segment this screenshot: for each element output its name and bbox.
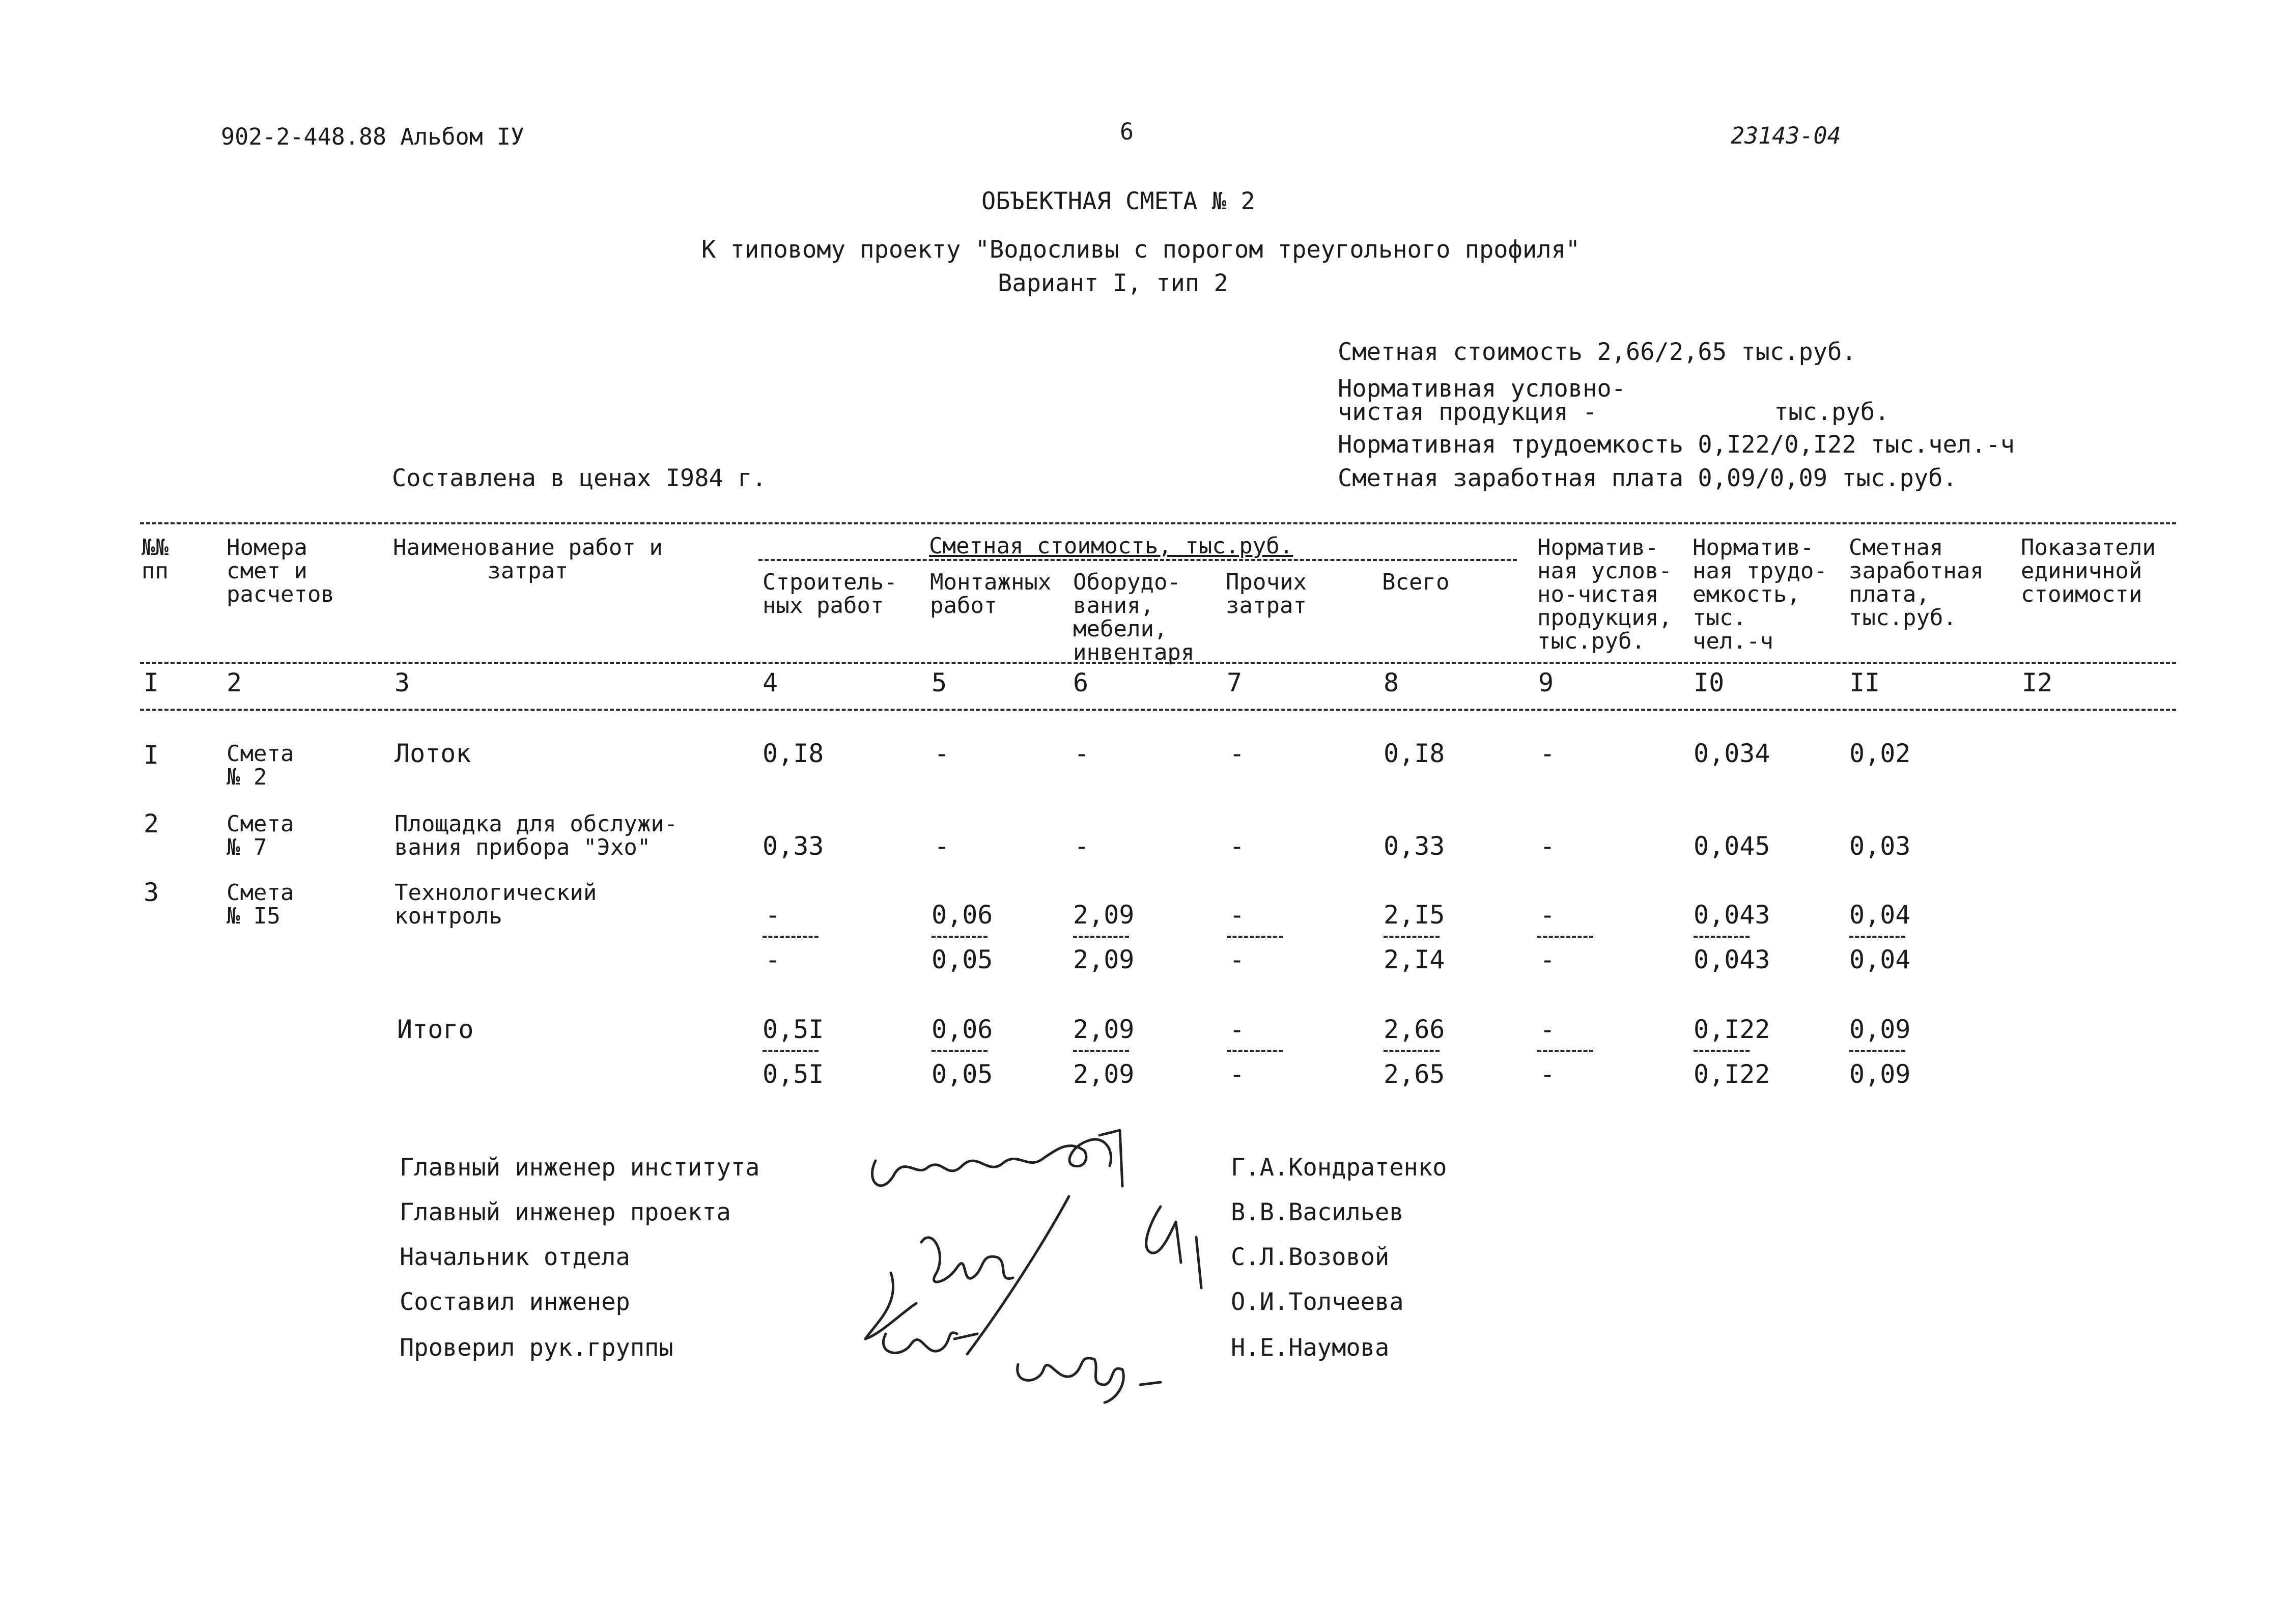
document-code: 902-2-448.88 Альбом IУ — [221, 123, 525, 150]
header-bottom-rule — [140, 662, 2176, 664]
col-header-3: Наименование работ и затрат — [393, 535, 663, 584]
row3-net-output-bottom: - — [1540, 945, 1556, 974]
col-number-3: 3 — [394, 668, 410, 697]
col-header-11: Сметная заработная плата, тыс.руб. — [1849, 535, 1984, 631]
total-fraction-line — [1384, 1050, 1440, 1052]
name-kondratenko: Г.А.Кондратенко — [1231, 1154, 1447, 1182]
net-output-label-1: Нормативная условно- — [1338, 375, 1626, 403]
col-number-1: I — [144, 668, 159, 697]
net-output-label-2: чистая продукция - — [1338, 398, 1597, 426]
col-header-9: Норматив- ная услов- но-чистая продукция, тыс.руб. — [1537, 535, 1672, 654]
row1-net-output: - — [1540, 739, 1556, 768]
page-title: ОБЪЕКТНАЯ СМЕТА № 2 — [981, 187, 1255, 215]
cost-group-header: Сметная стоимость, тыс.руб. — [929, 533, 1293, 559]
col-number-11: II — [1849, 668, 1880, 697]
row3-equipment-bottom: 2,09 — [1073, 945, 1135, 974]
total-installation-bottom: 0,05 — [932, 1059, 993, 1089]
row1-num: I — [144, 740, 159, 770]
col-number-6: 6 — [1073, 668, 1089, 697]
row2-name: Площадка для обслужи- вания прибора "Эхо" — [394, 811, 678, 860]
row3-equipment-top: 2,09 — [1073, 900, 1135, 930]
col-header-10: Норматив- ная трудо- емкость, тыс. чел.-ч — [1693, 535, 1827, 654]
row2-labor: 0,045 — [1694, 831, 1770, 861]
total-installation-top: 0,06 — [932, 1015, 993, 1044]
row3-fraction-line — [763, 936, 819, 938]
row3-fraction-line — [1227, 936, 1283, 938]
inventory-number: 23143-04 — [1731, 122, 1841, 149]
row3-other-bottom: - — [1229, 945, 1245, 974]
col-number-10: I0 — [1694, 668, 1725, 697]
net-output-unit: тыс.руб. — [1774, 398, 1890, 426]
total-construction-top: 0,5I — [763, 1015, 824, 1044]
name-naumova: Н.Е.Наумова — [1231, 1334, 1390, 1362]
col-number-5: 5 — [932, 668, 947, 697]
row3-fraction-line — [1694, 936, 1750, 938]
row3-fraction-line — [932, 936, 988, 938]
variant-label: Вариант I, тип 2 — [998, 269, 1228, 297]
total-fraction-line — [932, 1050, 988, 1052]
col-number-12: I2 — [2022, 668, 2053, 697]
numbers-bottom-rule — [140, 709, 2176, 711]
row2-net-output: - — [1540, 831, 1556, 861]
col-number-8: 8 — [1384, 668, 1399, 697]
col-header-8: Всего — [1382, 569, 1450, 595]
row2-other: - — [1229, 831, 1245, 861]
col-number-7: 7 — [1227, 668, 1243, 697]
row3-fraction-line — [1849, 936, 1905, 938]
row2-construction: 0,33 — [763, 831, 824, 861]
total-fraction-line — [1849, 1050, 1905, 1052]
labor-intensity: Нормативная трудоемкость 0,I22/0,I22 тыс.чел.-ч — [1338, 431, 2015, 459]
estimated-cost: Сметная стоимость 2,66/2,65 тыс.руб. — [1338, 338, 1856, 366]
row3-labor-bottom: 0,043 — [1694, 945, 1770, 974]
total-fraction-line — [1227, 1050, 1283, 1052]
name-vozovoi: С.Л.Возовой — [1231, 1243, 1390, 1271]
total-labor-top: 0,I22 — [1694, 1015, 1770, 1044]
col-number-9: 9 — [1538, 668, 1554, 697]
row2-equipment: - — [1074, 831, 1090, 861]
col-header-5: Монтажных работ — [930, 569, 1052, 619]
col-header-7: Прочих затрат — [1226, 569, 1307, 619]
row1-wages: 0,02 — [1849, 739, 1911, 768]
total-equipment-top: 2,09 — [1073, 1015, 1135, 1044]
row3-name: Технологический контроль — [394, 880, 597, 929]
total-sum-top: 2,66 — [1384, 1015, 1445, 1044]
row1-total: 0,I8 — [1384, 739, 1445, 768]
col-number-4: 4 — [763, 668, 778, 697]
prices-year: Составлена в ценах I984 г. — [392, 464, 767, 492]
total-label: Итого — [397, 1015, 474, 1044]
project-subtitle: К типовому проекту "Водосливы с порогом треугольного профиля" — [701, 236, 1581, 264]
col-header-1: №№ пп — [142, 535, 168, 584]
page-number: 6 — [1120, 118, 1134, 145]
row3-wages-bottom: 0,04 — [1849, 945, 1911, 974]
total-wages-bottom: 0,09 — [1849, 1059, 1911, 1089]
row3-net-output-top: - — [1540, 900, 1556, 930]
row3-installation-top: 0,06 — [932, 900, 993, 930]
row2-wages: 0,03 — [1849, 831, 1911, 861]
role-department-head: Начальник отдела — [400, 1243, 630, 1271]
total-fraction-line — [1537, 1050, 1593, 1052]
row1-installation: - — [934, 739, 950, 768]
row2-total: 0,33 — [1384, 831, 1445, 861]
total-wages-top: 0,09 — [1849, 1015, 1911, 1044]
row3-wages-top: 0,04 — [1849, 900, 1911, 930]
row3-labor-top: 0,043 — [1694, 900, 1770, 930]
row3-other-top: - — [1229, 900, 1245, 930]
row3-num: 3 — [144, 878, 159, 907]
total-net-output-bottom: - — [1540, 1059, 1556, 1089]
row3-fraction-line — [1384, 936, 1440, 938]
row1-labor: 0,034 — [1694, 739, 1770, 768]
handwritten-signatures — [845, 1120, 1232, 1405]
row3-total-top: 2,I5 — [1384, 900, 1445, 930]
role-compiled-by: Составил инженер — [400, 1288, 630, 1316]
row3-construction-top: - — [765, 900, 781, 930]
row2-num: 2 — [144, 809, 159, 838]
row3-fraction-line — [1537, 936, 1593, 938]
col-header-6: Оборудо- вания, мебели, инвентаря — [1073, 569, 1195, 665]
row3-total-bottom: 2,I4 — [1384, 945, 1445, 974]
row2-installation: - — [934, 831, 950, 861]
total-other-bottom: - — [1229, 1059, 1245, 1089]
row1-equipment: - — [1074, 739, 1090, 768]
total-net-output-top: - — [1540, 1015, 1556, 1044]
cost-group-rule — [758, 559, 1517, 561]
col-header-12: Показатели единичной стоимости — [2021, 535, 2156, 607]
role-chief-engineer-project: Главный инженер проекта — [400, 1198, 731, 1226]
name-tolcheeva: О.И.Толчеева — [1231, 1288, 1404, 1316]
row3-estimate: Смета № I5 — [227, 880, 294, 929]
row1-other: - — [1229, 739, 1245, 768]
row1-estimate: Смета № 2 — [227, 741, 294, 790]
name-vasiliev: В.В.Васильев — [1231, 1198, 1404, 1226]
total-sum-bottom: 2,65 — [1384, 1059, 1445, 1089]
total-other-top: - — [1229, 1015, 1245, 1044]
row2-estimate: Смета № 7 — [227, 811, 294, 860]
row3-construction-bottom: - — [765, 945, 781, 974]
row3-fraction-line — [1073, 936, 1129, 938]
total-fraction-line — [763, 1050, 819, 1052]
row1-name: Лоток — [394, 739, 471, 768]
col-header-4: Строитель- ных работ — [763, 569, 897, 619]
estimated-wages: Сметная заработная плата 0,09/0,09 тыс.руб. — [1338, 464, 1957, 492]
total-equipment-bottom: 2,09 — [1073, 1059, 1135, 1089]
role-chief-engineer-institute: Главный инженер института — [400, 1154, 760, 1182]
table-top-rule — [140, 522, 2176, 524]
total-fraction-line — [1073, 1050, 1129, 1052]
col-number-2: 2 — [227, 668, 242, 697]
row3-installation-bottom: 0,05 — [932, 945, 993, 974]
role-checked-by: Проверил рук.группы — [400, 1334, 673, 1362]
total-construction-bottom: 0,5I — [763, 1059, 824, 1089]
col-header-2: Номера смет и расчетов — [227, 535, 334, 607]
total-fraction-line — [1694, 1050, 1750, 1052]
total-labor-bottom: 0,I22 — [1694, 1059, 1770, 1089]
row1-construction: 0,I8 — [763, 739, 824, 768]
